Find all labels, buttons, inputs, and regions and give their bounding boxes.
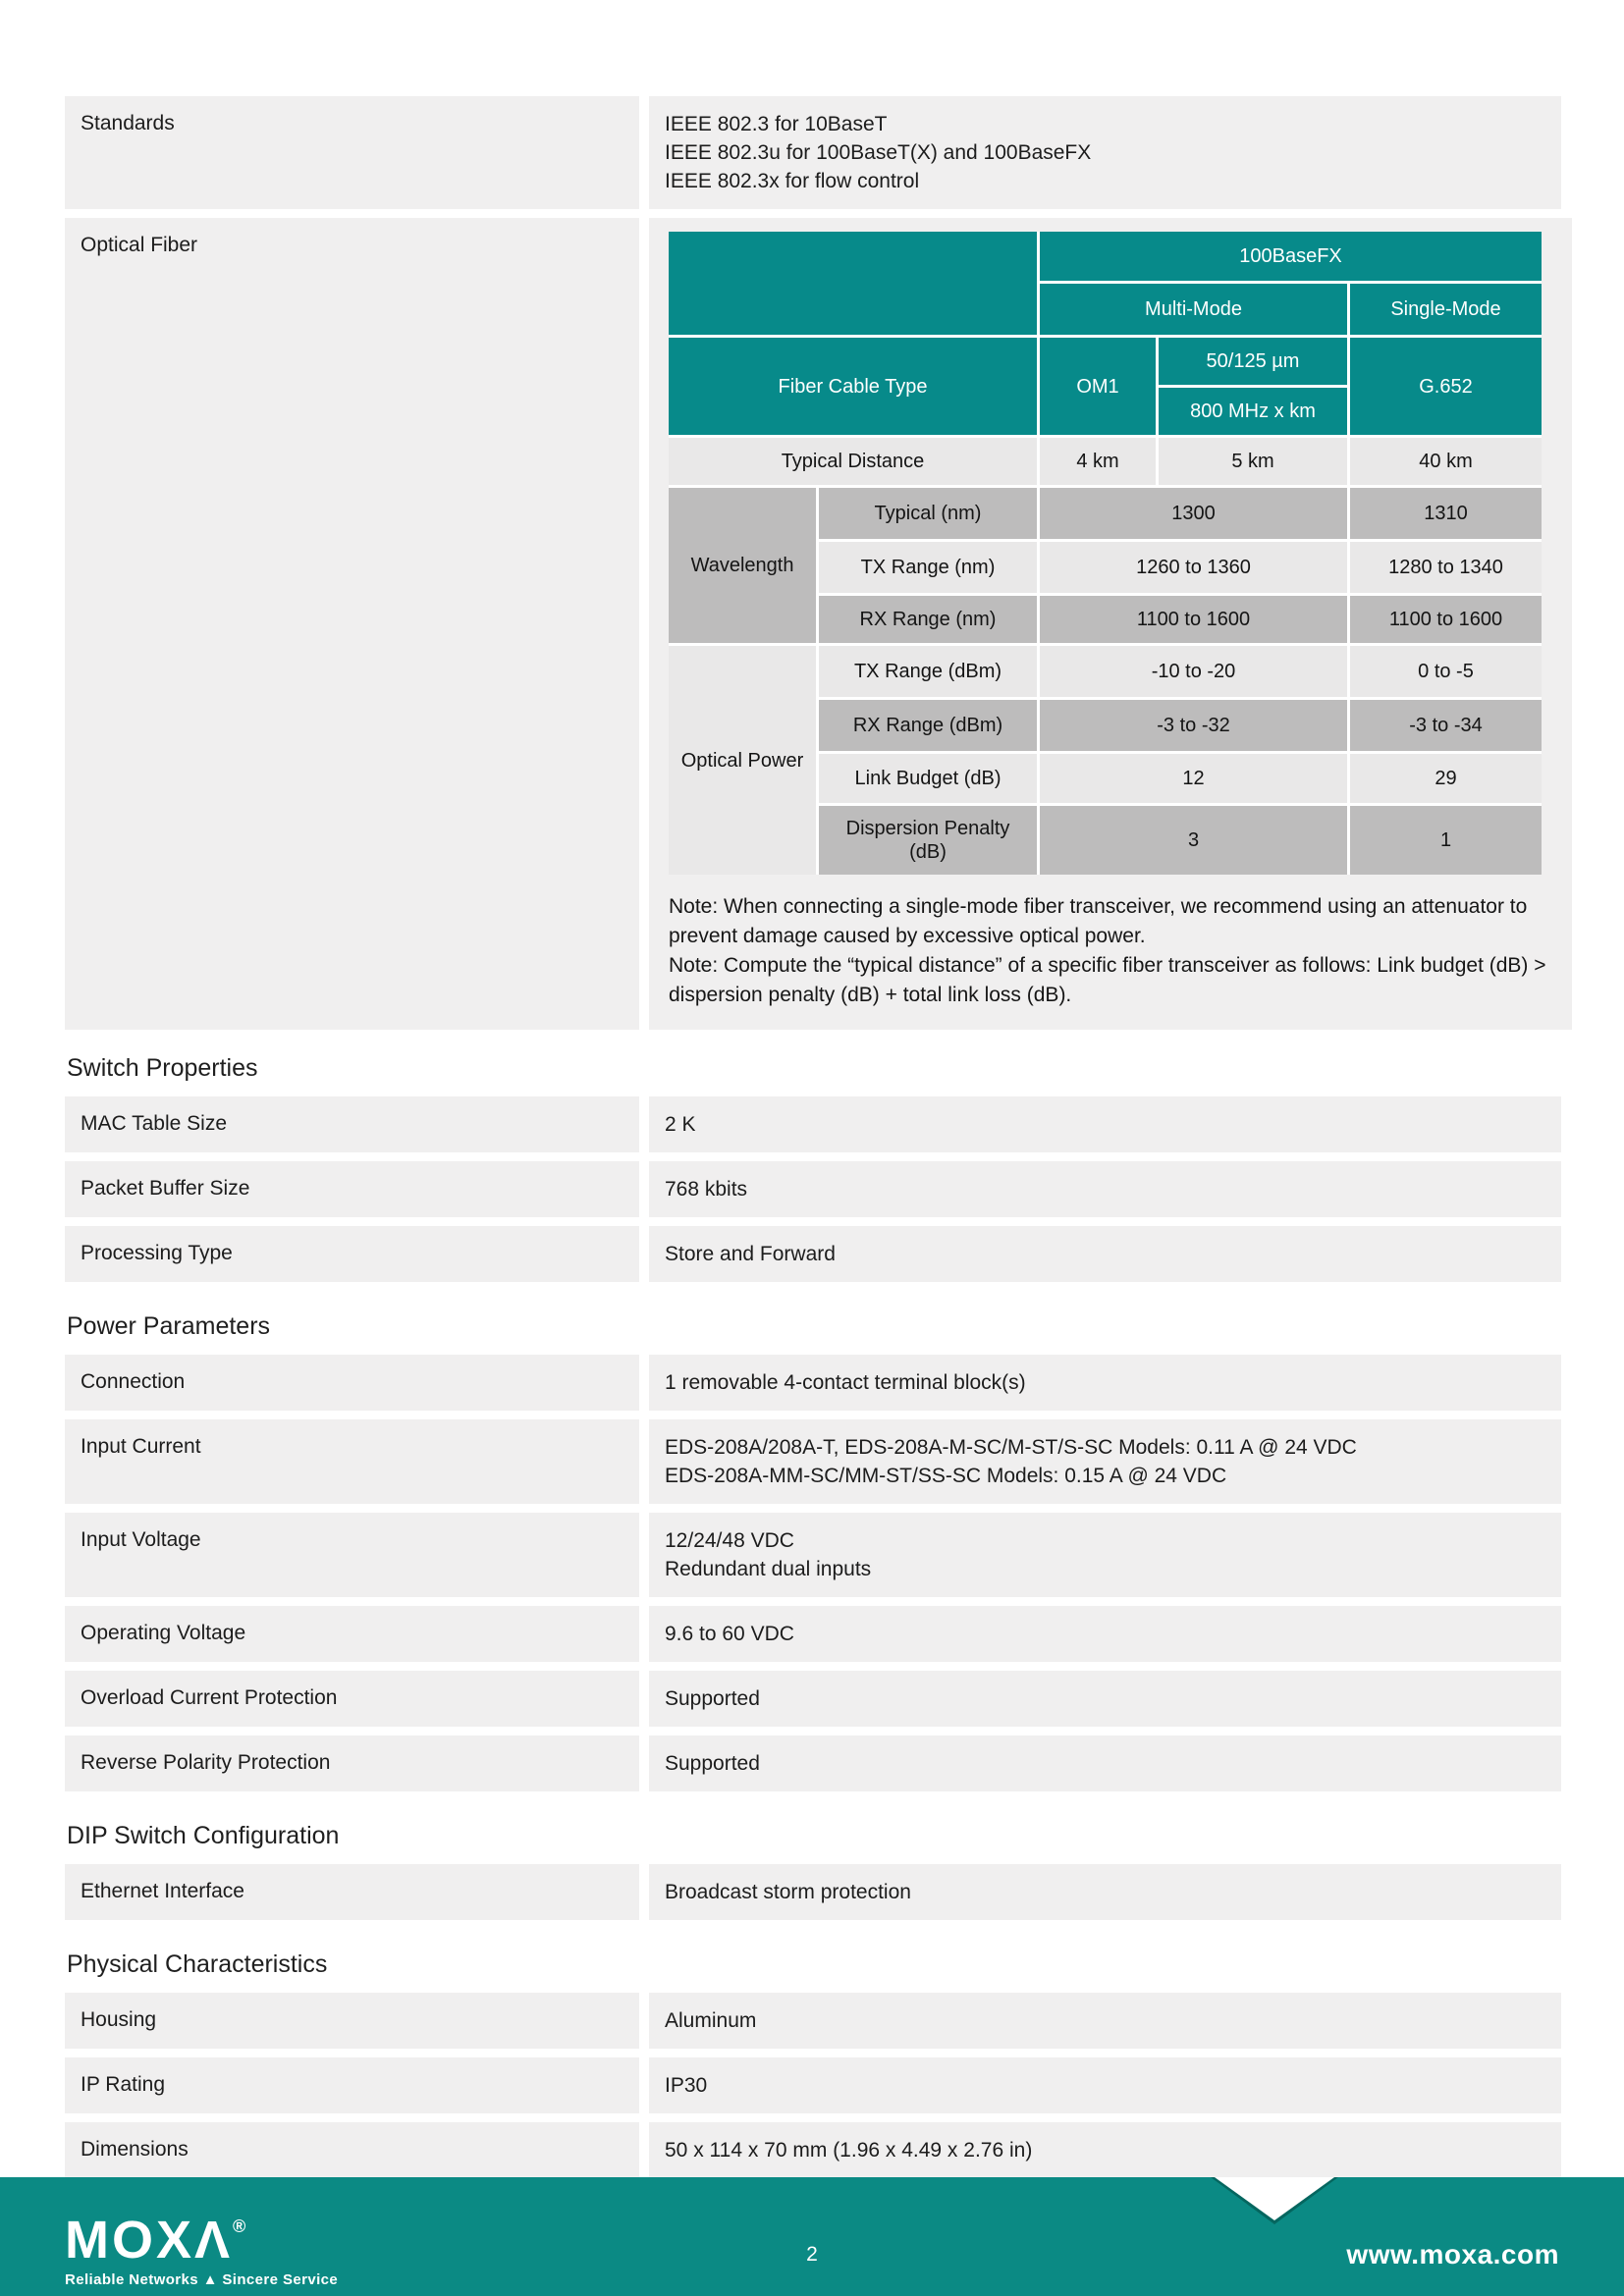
moxa-logo-wordmark: MOXΛ® (65, 2211, 246, 2269)
dispersion-penalty-label-text: Dispersion Penalty (dB) (845, 818, 1010, 863)
footer-notch-icon (1215, 2177, 1334, 2220)
wavelength-tx-sm: 1280 to 1340 (1350, 542, 1542, 593)
fiber-cable-bandwidth: 800 MHz x km (1159, 388, 1347, 435)
spec-value-connection: 1 removable 4-contact terminal block(s) (649, 1355, 1561, 1411)
spec-row-reverse-polarity-protection (65, 1735, 1561, 1791)
wavelength-rx-label: RX Range (nm) (819, 596, 1037, 643)
spec-label-ip-rating: IP Rating (65, 2057, 639, 2113)
heading-dip-switch-configuration: DIP Switch Configuration (67, 1822, 340, 1849)
optical-power-tx-label: TX Range (dBm) (819, 646, 1037, 697)
spec-row-packet-buffer-size (65, 1161, 1561, 1217)
fiber-note-2: Note: Compute the “typical distance” of a specific fiber transceiver as follows: Link budget (dB) > dispersion penalty (dB) + total link loss (dB). (669, 954, 1546, 1006)
input-current-line-1: EDS-208A/208A-T, EDS-208A-M-SC/M-ST/S-SC Models: 0.11 A @ 24 VDC (665, 1436, 1357, 1459)
wavelength-tx-label: TX Range (nm) (819, 542, 1037, 593)
spec-content (65, 96, 1561, 2187)
spec-value-overload-current-protection: Supported (649, 1671, 1561, 1727)
optical-power-rx-sm: -3 to -34 (1350, 700, 1542, 751)
spec-row-ip-rating (65, 2057, 1561, 2113)
spec-row-input-current (65, 1419, 1561, 1504)
spec-value-operating-voltage: 9.6 to 60 VDC (649, 1606, 1561, 1662)
optical-power-tx-sm: 0 to -5 (1350, 646, 1542, 697)
wavelength-typical-sm: 1310 (1350, 488, 1542, 539)
link-budget-sm: 29 (1350, 754, 1542, 803)
spec-row-housing (65, 1993, 1561, 2049)
optical-power-tx-mm: -10 to -20 (1040, 646, 1347, 697)
spec-label-overload-current-protection: Overload Current Protection (65, 1671, 639, 1727)
optical-fiber-panel (649, 218, 1572, 1030)
fiber-header-100basefx: 100BaseFX (1040, 232, 1542, 281)
page-number: 2 (806, 2243, 818, 2266)
fiber-header-spacer (669, 232, 1037, 335)
fiber-cable-om1: OM1 (1040, 338, 1156, 435)
input-voltage-line-2: Redundant dual inputs (665, 1558, 872, 1580)
fiber-header-single-mode: Single-Mode (1350, 284, 1542, 335)
standards-line-3: IEEE 802.3x for flow control (665, 170, 920, 192)
optical-power-rx-label: RX Range (dBm) (819, 700, 1037, 751)
spec-value-ethernet-interface: Broadcast storm protection (649, 1864, 1561, 1920)
spec-value-standards (649, 96, 1561, 209)
spec-label-packet-buffer-size: Packet Buffer Size (65, 1161, 639, 1217)
moxa-website-link[interactable]: www.moxa.com (1346, 2239, 1559, 2269)
spec-label-optical-fiber: Optical Fiber (65, 218, 639, 1030)
spec-label-ethernet-interface: Ethernet Interface (65, 1864, 639, 1920)
spec-row-standards (65, 96, 1561, 209)
fiber-cable-type-label: Fiber Cable Type (669, 338, 1037, 435)
spec-label-mac-table-size: MAC Table Size (65, 1096, 639, 1152)
heading-switch-properties: Switch Properties (67, 1054, 258, 1082)
wavelength-group-label: Wavelength (669, 488, 816, 643)
spec-label-reverse-polarity-protection: Reverse Polarity Protection (65, 1735, 639, 1791)
optical-fiber-notes (669, 892, 1552, 1010)
standards-line-2: IEEE 802.3u for 100BaseT(X) and 100BaseFX (665, 141, 1092, 164)
typical-distance-sm: 40 km (1350, 438, 1542, 485)
optical-power-group-label: Optical Power (669, 646, 816, 875)
spec-row-dimensions (65, 2122, 1561, 2178)
spec-label-input-current: Input Current (65, 1419, 639, 1504)
registered-trademark-icon: ® (233, 2216, 246, 2236)
wavelength-rx-mm: 1100 to 1600 (1040, 596, 1347, 643)
spec-value-processing-type: Store and Forward (649, 1226, 1561, 1282)
spec-value-mac-table-size: 2 K (649, 1096, 1561, 1152)
fiber-cable-g652: G.652 (1350, 338, 1542, 435)
link-budget-label: Link Budget (dB) (819, 754, 1037, 803)
spec-label-processing-type: Processing Type (65, 1226, 639, 1282)
spec-value-input-current (649, 1419, 1561, 1504)
dispersion-penalty-mm: 3 (1040, 806, 1347, 875)
spec-row-overload-current-protection (65, 1671, 1561, 1727)
spec-label-connection: Connection (65, 1355, 639, 1411)
wavelength-tx-mm: 1260 to 1360 (1040, 542, 1347, 593)
spec-value-reverse-polarity-protection: Supported (649, 1735, 1561, 1791)
typical-distance-label: Typical Distance (669, 438, 1037, 485)
spec-row-connection (65, 1355, 1561, 1411)
wavelength-rx-sm: 1100 to 1600 (1350, 596, 1542, 643)
spec-value-packet-buffer-size: 768 kbits (649, 1161, 1561, 1217)
spec-label-standards: Standards (65, 96, 639, 209)
spec-value-dimensions: 50 x 114 x 70 mm (1.96 x 4.49 x 2.76 in) (649, 2122, 1561, 2178)
wavelength-typical-mm: 1300 (1040, 488, 1347, 539)
spec-label-operating-voltage: Operating Voltage (65, 1606, 639, 1662)
fiber-cable-core-size: 50/125 µm (1159, 338, 1347, 385)
spec-row-processing-type (65, 1226, 1561, 1282)
fiber-note-1: Note: When connecting a single-mode fiber transceiver, we recommend using an attenuator to prevent damage caused by excessive optical power. (669, 895, 1528, 947)
spec-label-input-voltage: Input Voltage (65, 1513, 639, 1597)
optical-power-rx-mm: -3 to -32 (1040, 700, 1347, 751)
spec-row-ethernet-interface (65, 1864, 1561, 1920)
input-current-line-2: EDS-208A-MM-SC/MM-ST/SS-SC Models: 0.15 A @ 24 VDC (665, 1465, 1227, 1487)
typical-distance-mm: 5 km (1159, 438, 1347, 485)
spec-row-optical-fiber (65, 218, 1561, 1030)
dispersion-penalty-sm: 1 (1350, 806, 1542, 875)
optical-fiber-table (669, 232, 1542, 875)
dispersion-penalty-label (819, 806, 1037, 875)
page-footer (0, 2177, 1624, 2296)
spec-value-input-voltage (649, 1513, 1561, 1597)
spec-label-dimensions: Dimensions (65, 2122, 639, 2178)
typical-distance-om1: 4 km (1040, 438, 1156, 485)
spec-row-input-voltage (65, 1513, 1561, 1597)
spec-label-housing: Housing (65, 1993, 639, 2049)
heading-power-parameters: Power Parameters (67, 1312, 271, 1340)
wavelength-typical-label: Typical (nm) (819, 488, 1037, 539)
input-voltage-line-1: 12/24/48 VDC (665, 1529, 794, 1552)
moxa-logo-tagline: Reliable Networks ▲ Sincere Service (65, 2271, 339, 2288)
spec-value-ip-rating: IP30 (649, 2057, 1561, 2113)
standards-line-1: IEEE 802.3 for 10BaseT (665, 113, 888, 135)
spec-value-housing: Aluminum (649, 1993, 1561, 2049)
heading-physical-characteristics: Physical Characteristics (67, 1950, 328, 1978)
spec-row-mac-table-size (65, 1096, 1561, 1152)
link-budget-mm: 12 (1040, 754, 1347, 803)
spec-row-operating-voltage (65, 1606, 1561, 1662)
fiber-header-multi-mode: Multi-Mode (1040, 284, 1347, 335)
